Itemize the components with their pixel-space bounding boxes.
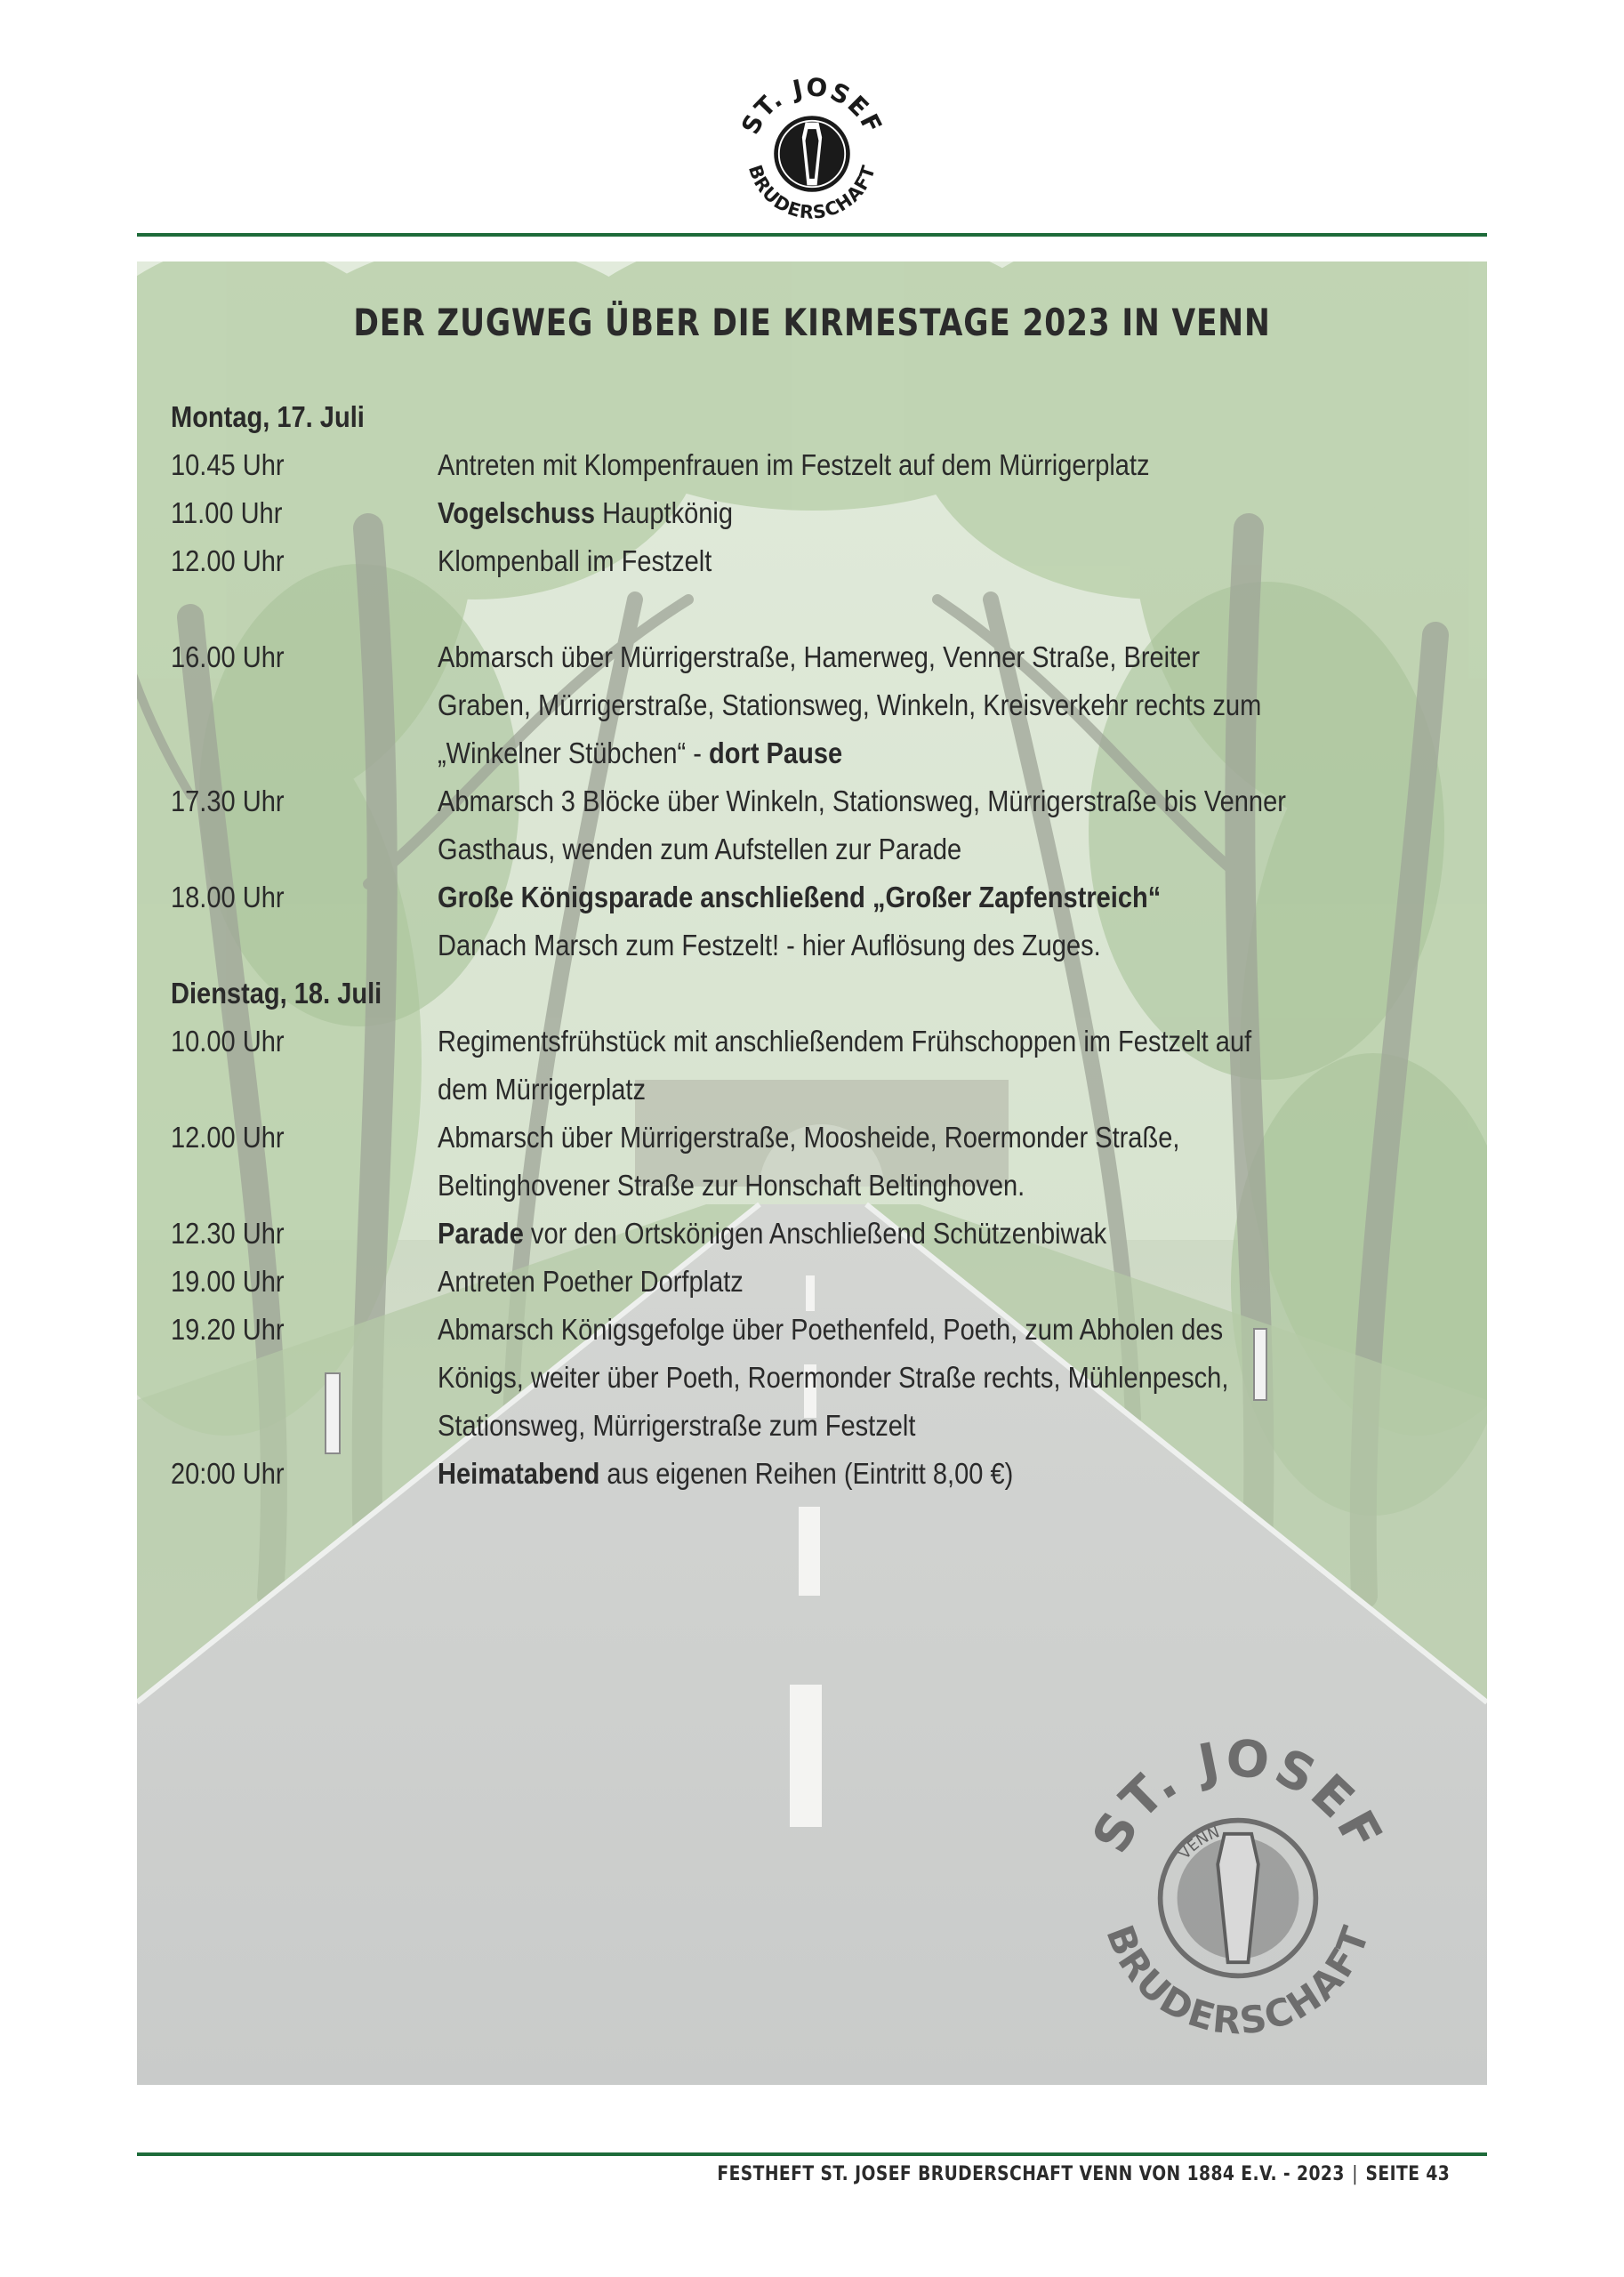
entry-description — [438, 1210, 1469, 1258]
text-segment: Klompenball im Festzelt — [438, 544, 712, 577]
text-segment: Antreten Poether Dorfplatz — [438, 1265, 744, 1298]
entry-time: 16.00 Uhr — [171, 640, 285, 673]
emphasis-text: Große Königsparade anschließend „Großer Zapfenstreich“ — [438, 881, 1162, 913]
description-line — [438, 729, 1346, 777]
description-line — [438, 1114, 1346, 1162]
text-segment: Abmarsch über Mürrigerstraße, Hamerweg, Venner Straße, Breiter — [438, 640, 1200, 673]
entry-description — [438, 1258, 1469, 1306]
emphasis-text: Vogelschuss — [438, 496, 596, 529]
text-segment: Hauptkönig — [595, 496, 733, 529]
top-divider — [137, 233, 1487, 237]
spacer — [171, 585, 1469, 633]
schedule-content — [171, 393, 1469, 1498]
text-segment: Abmarsch 3 Blöcke über Winkeln, Stationsweg, Mürrigerstraße bis Venner — [438, 784, 1286, 817]
description-line — [438, 1066, 1346, 1114]
logo-bottom-ring-text: BRUDERSCHAFT — [744, 162, 880, 223]
entry-description — [438, 489, 1469, 537]
entry-description — [438, 1018, 1469, 1114]
schedule-panel — [137, 261, 1487, 2085]
schedule-entry — [171, 537, 1469, 585]
text-segment: Gasthaus, wenden zum Aufstellen zur Parade — [438, 833, 962, 865]
entry-description — [438, 633, 1469, 777]
text-segment: Regimentsfrühstück mit anschließendem Frühschoppen im Festzelt auf — [438, 1025, 1252, 1058]
description-line — [438, 777, 1346, 825]
description-line — [438, 537, 1346, 585]
description-line — [438, 1402, 1346, 1450]
description-line — [438, 1258, 1346, 1306]
footer-separator: | — [1352, 2163, 1358, 2185]
text-segment: „Winkelner Stübchen“ - — [438, 736, 710, 769]
description-line — [438, 633, 1346, 681]
footer-publication: FESTHEFT ST. JOSEF BRUDERSCHAFT VENN VON 1884 E.V. - 2023 — [717, 2163, 1345, 2185]
description-line — [438, 441, 1346, 489]
entry-time: 19.20 Uhr — [171, 1313, 285, 1346]
description-line — [438, 1018, 1346, 1066]
entry-time: 11.00 Uhr — [171, 496, 283, 529]
text-segment: Antreten mit Klompenfrauen im Festzelt auf dem Mürrigerplatz — [438, 448, 1150, 481]
schedule-entry — [171, 633, 1469, 777]
day-heading: Montag, 17. Juli — [171, 400, 365, 433]
schedule-entry — [171, 489, 1469, 537]
text-segment: Graben, Mürrigerstraße, Stationsweg, Winkeln, Kreisverkehr rechts zum — [438, 688, 1262, 721]
entry-time: 12.00 Uhr — [171, 1121, 285, 1154]
entry-time: 12.30 Uhr — [171, 1217, 285, 1250]
watermark-bottom-ring-text: BRUDERSCHAFT — [1097, 1919, 1379, 2043]
schedule-entry — [171, 1210, 1469, 1258]
text-segment: vor den Ortskönigen Anschließend Schützenbiwak — [523, 1217, 1107, 1250]
schedule-entry — [171, 777, 1469, 873]
schedule-entry — [171, 1306, 1469, 1450]
logo-top-ring-text: ST. JOSEF — [735, 72, 889, 140]
entry-description — [438, 537, 1469, 585]
text-segment: aus eigenen Reihen (Eintritt 8,00 €) — [599, 1457, 1014, 1490]
entry-time: 10.45 Uhr — [171, 448, 285, 481]
entry-description — [438, 441, 1469, 489]
entry-time: 17.30 Uhr — [171, 784, 285, 817]
bruderschaft-logo-top — [729, 71, 895, 237]
entry-time: 12.00 Uhr — [171, 544, 285, 577]
text-segment: Danach Marsch zum Festzelt! - hier Auflösung des Zuges. — [438, 929, 1101, 961]
text-segment: Beltinghovener Straße zur Honschaft Beltinghoven. — [438, 1169, 1025, 1202]
description-line — [438, 1354, 1346, 1402]
emphasis-text: Heimatabend — [438, 1457, 600, 1490]
entry-description — [438, 777, 1469, 873]
bruderschaft-logo-watermark — [1069, 1729, 1407, 2067]
entry-time: 20:00 Uhr — [171, 1457, 285, 1490]
text-segment: Königs, weiter über Poeth, Roermonder Straße rechts, Mühlenpesch, — [438, 1361, 1229, 1394]
description-line — [438, 1306, 1346, 1354]
page-footer — [717, 2163, 1450, 2185]
entry-time: 10.00 Uhr — [171, 1025, 285, 1058]
entry-description — [438, 1450, 1469, 1498]
entry-description — [438, 1114, 1469, 1210]
schedule-entry — [171, 1114, 1469, 1210]
footer-page-number: SEITE 43 — [1365, 2163, 1450, 2185]
text-segment: dem Mürrigerplatz — [438, 1073, 647, 1106]
entry-description — [438, 873, 1469, 970]
text-segment: Abmarsch Königsgefolge über Poethenfeld, Poeth, zum Abholen des — [438, 1313, 1224, 1346]
schedule-entry — [171, 1258, 1469, 1306]
entry-description — [438, 1306, 1469, 1450]
description-line — [438, 489, 1346, 537]
text-segment: Stationsweg, Mürrigerstraße zum Festzelt — [438, 1409, 916, 1442]
watermark-center-text: VENN — [1176, 1823, 1223, 1863]
description-line — [438, 1210, 1346, 1258]
description-line — [438, 1450, 1346, 1498]
description-line — [438, 921, 1346, 970]
day-heading: Dienstag, 18. Juli — [171, 977, 382, 1010]
description-line — [438, 825, 1346, 873]
description-line — [438, 681, 1346, 729]
description-line — [438, 873, 1346, 921]
schedule-entry — [171, 873, 1469, 970]
emphasis-text: dort Pause — [709, 736, 843, 769]
page-title: DER ZUGWEG ÜBER DIE KIRMESTAGE 2023 IN VENN — [353, 301, 1271, 344]
bottom-divider — [137, 2152, 1487, 2156]
text-segment: Abmarsch über Mürrigerstraße, Moosheide, Roermonder Straße, — [438, 1121, 1180, 1154]
emphasis-text: Parade — [438, 1217, 524, 1250]
schedule-entry — [171, 1018, 1469, 1114]
schedule-entry — [171, 1450, 1469, 1498]
entry-time: 19.00 Uhr — [171, 1265, 285, 1298]
watermark-top-ring-text: ST. JOSEF — [1081, 1729, 1395, 1863]
entry-time: 18.00 Uhr — [171, 881, 285, 913]
schedule-entry — [171, 441, 1469, 489]
description-line — [438, 1162, 1346, 1210]
